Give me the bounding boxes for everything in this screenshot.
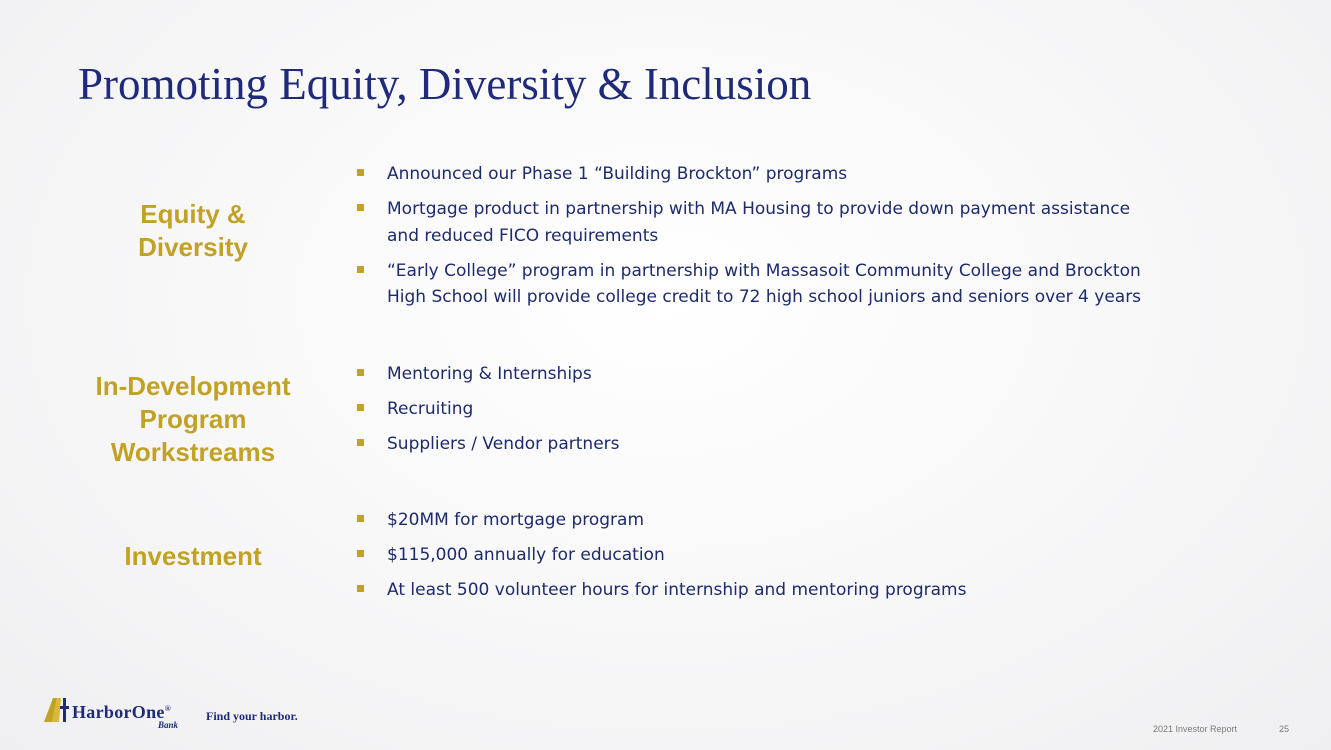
bullet-text: Mortgage product in partnership with MA Housing to provide down payment assistance xyxy=(387,199,1131,219)
square-bullet-icon xyxy=(357,404,364,411)
section-label-line: Program xyxy=(139,404,247,434)
bullet-list-equity-diversity xyxy=(357,161,1177,319)
bullet-item xyxy=(357,396,1177,423)
tagline: Find your harbor. xyxy=(206,709,298,723)
bullet-item xyxy=(357,361,1177,388)
square-bullet-icon xyxy=(357,515,364,522)
footer-report-label: 2021 Investor Report xyxy=(1153,724,1238,734)
square-bullet-icon xyxy=(357,369,364,376)
bullet-text: Announced our Phase 1 “Building Brockton” programs xyxy=(387,164,848,184)
section-label-investment xyxy=(80,540,306,573)
bullet-text: Recruiting xyxy=(387,399,474,419)
section-label-line: Workstreams xyxy=(110,437,276,467)
bullet-text: “Early College” program in partnership with Massasoit Community College and Brockton xyxy=(387,260,1141,281)
bullet-text: At least 500 volunteer hours for internship and mentoring programs xyxy=(387,580,967,600)
bullet-text: Suppliers / Vendor partners xyxy=(387,434,620,454)
square-bullet-icon xyxy=(357,439,364,446)
bullet-text: $20MM for mortgage program xyxy=(387,510,645,530)
square-bullet-icon xyxy=(357,266,364,273)
bullet-item xyxy=(357,161,1177,188)
bullet-text: High School will provide college credit to 72 high school juniors and seniors over 4 years xyxy=(387,287,1142,307)
square-bullet-icon xyxy=(357,169,364,176)
bullet-item xyxy=(357,196,1177,249)
bullet-list-investment xyxy=(357,507,1177,612)
bullet-item xyxy=(357,431,1177,458)
square-bullet-icon xyxy=(357,550,364,557)
section-label-equity-diversity xyxy=(80,198,306,264)
bullet-text: and reduced FICO requirements xyxy=(387,225,659,246)
harborone-h-mark-icon xyxy=(44,696,70,724)
square-bullet-icon xyxy=(357,204,364,211)
bullet-item xyxy=(357,507,1177,534)
logo-subtext: Bank xyxy=(158,720,179,730)
section-label-line: Equity & xyxy=(140,199,246,229)
bullet-list-workstreams xyxy=(357,361,1177,466)
bullet-item xyxy=(357,542,1177,569)
bullet-item xyxy=(357,577,1177,604)
logo-wordmark: HarborOne® xyxy=(72,702,171,722)
square-bullet-icon xyxy=(357,585,364,592)
bullet-item xyxy=(357,258,1177,311)
bullet-text: $115,000 annually for education xyxy=(387,545,665,565)
section-label-workstreams xyxy=(80,370,306,469)
section-label-line: In-Development xyxy=(95,371,291,401)
bullet-text: Mentoring & Internships xyxy=(387,364,592,384)
page-title: Promoting Equity, Diversity & Inclusion xyxy=(78,59,812,109)
section-label-line: Diversity xyxy=(138,232,248,262)
page-number: 25 xyxy=(1279,724,1290,734)
section-label-line: Investment xyxy=(124,541,262,571)
